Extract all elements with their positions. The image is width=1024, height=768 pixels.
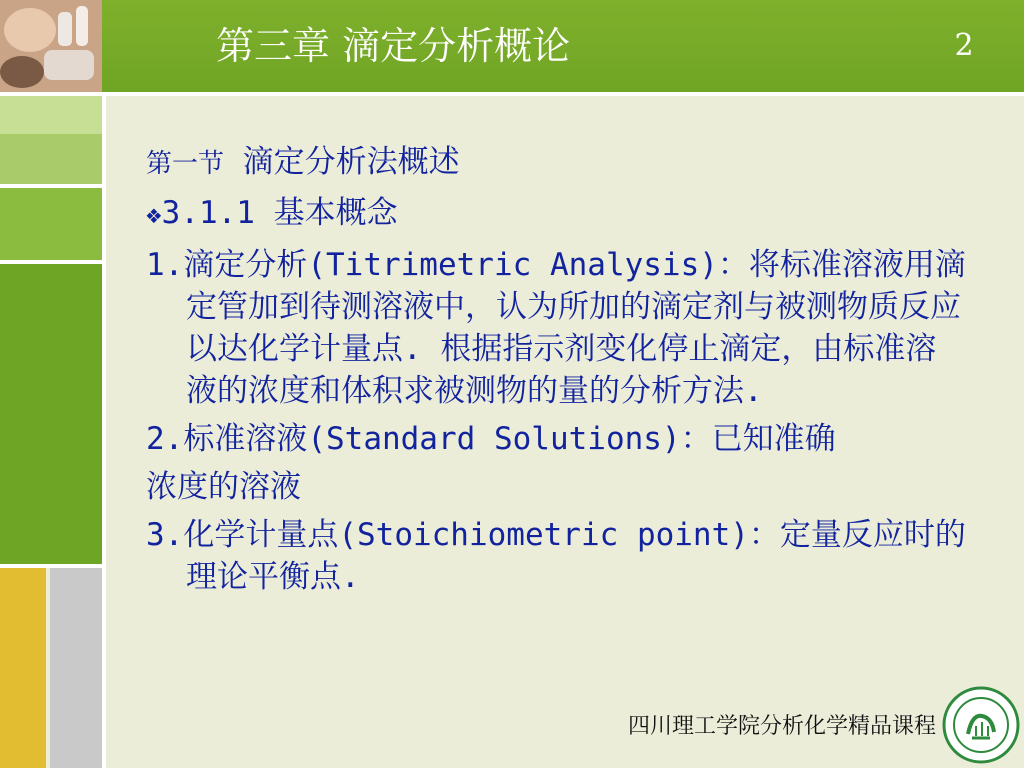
subheading-text: 3.1.1 基本概念: [161, 195, 398, 231]
university-seal-icon: [942, 686, 1020, 764]
definition-item: 1.滴定分析(Titrimetric Analysis)：将标准溶液用滴定管加到待测溶液中，认为所加的滴定剂与被测物质反应以达化学计量点. 根据指示剂变化停止滴定，由标准溶液的浓度和体积求被测物的量的分析方法.: [146, 247, 966, 409]
left-stripe: [0, 96, 102, 134]
diamond-bullet-icon: ❖: [146, 200, 162, 230]
section-prefix: 第一节: [146, 149, 225, 179]
header-divider: [0, 92, 1024, 96]
left-stripe-gray: [50, 568, 102, 768]
section-heading: [146, 140, 966, 186]
left-stripe: [0, 188, 102, 260]
lab-glassware-photo: [0, 0, 102, 92]
stripe-divider: [0, 184, 102, 188]
slide-title: 第三章 滴定分析概论: [216, 24, 571, 68]
left-stripe-yellow: [0, 568, 46, 768]
page-number: 2: [954, 28, 974, 63]
stripe-divider: [0, 260, 102, 264]
subheading: [146, 190, 966, 238]
definition-item: 2.标准溶液(Standard Solutions)：已知准确: [146, 421, 836, 457]
left-stripe: [0, 264, 102, 564]
stripe-divider: [0, 564, 102, 568]
section-title: 滴定分析法概述: [224, 144, 460, 180]
vertical-divider: [102, 96, 106, 768]
slide-body: [146, 140, 966, 598]
course-footer: 四川理工学院分析化学精品课程: [627, 714, 936, 739]
definition-item: 3.化学计量点(Stoichiometric point)：定量反应时的理论平衡点.: [146, 517, 966, 595]
definition-item-continuation: 浓度的溶液: [146, 469, 301, 505]
